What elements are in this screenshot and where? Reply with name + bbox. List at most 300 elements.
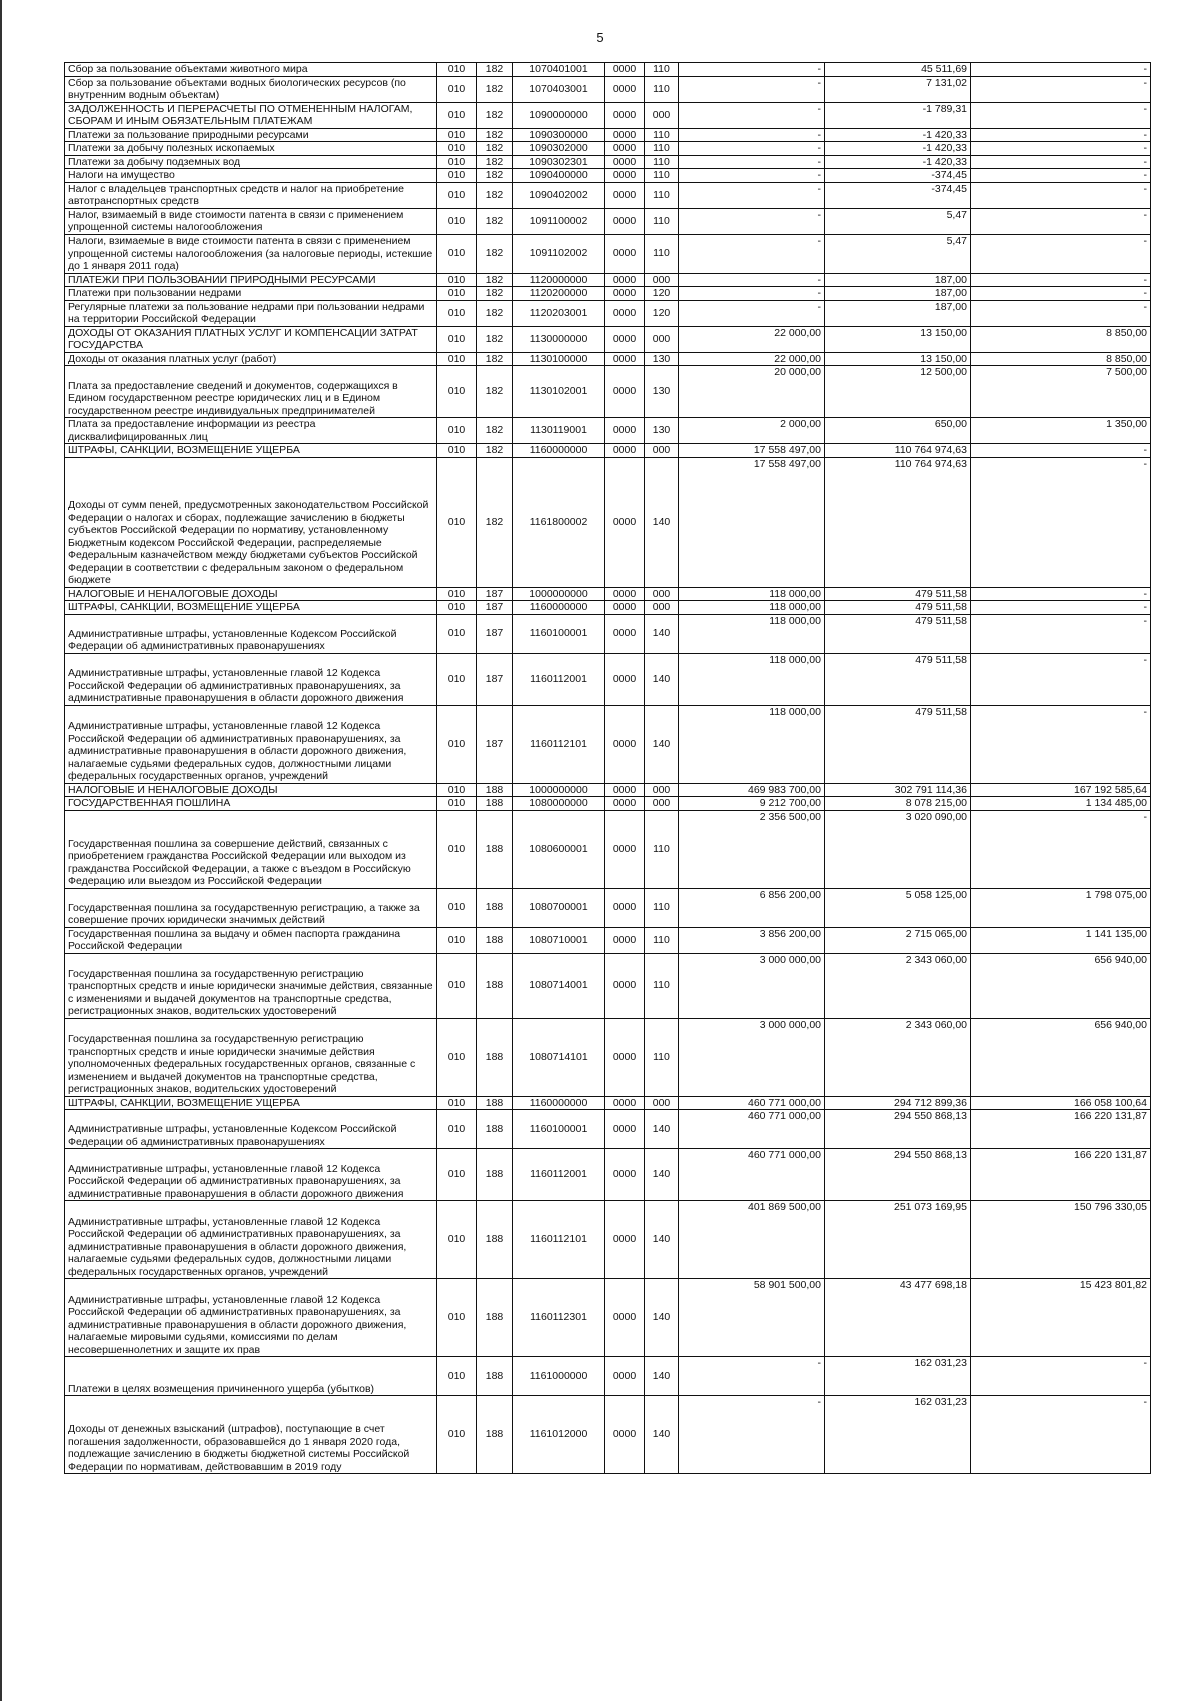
cell-code: 1080714001 bbox=[513, 953, 605, 1018]
cell-name: Сбор за пользование объектами животного мира bbox=[65, 63, 437, 77]
cell-v1: 118 000,00 bbox=[679, 587, 825, 601]
cell-v1: 2 000,00 bbox=[679, 418, 825, 444]
cell-c1: 010 bbox=[437, 128, 477, 142]
cell-code: 1161800002 bbox=[513, 457, 605, 587]
cell-c5: 000 bbox=[645, 273, 679, 287]
table-row bbox=[65, 169, 1151, 183]
cell-c2: 188 bbox=[477, 783, 513, 797]
cell-name: ШТРАФЫ, САНКЦИИ, ВОЗМЕЩЕНИЕ УЩЕРБА bbox=[65, 601, 437, 615]
table-row bbox=[65, 102, 1151, 128]
cell-code: 1120203001 bbox=[513, 300, 605, 326]
cell-c1: 010 bbox=[437, 102, 477, 128]
cell-v1: 3 000 000,00 bbox=[679, 1018, 825, 1096]
cell-v2: 162 031,23 bbox=[825, 1357, 971, 1396]
cell-c2: 188 bbox=[477, 1396, 513, 1474]
cell-v3: - bbox=[971, 300, 1151, 326]
cell-v1: - bbox=[679, 182, 825, 208]
cell-c2: 188 bbox=[477, 1110, 513, 1149]
cell-v1: 118 000,00 bbox=[679, 614, 825, 653]
cell-v3: - bbox=[971, 182, 1151, 208]
cell-c4: 0000 bbox=[605, 1149, 645, 1201]
table-row bbox=[65, 1149, 1151, 1201]
cell-v3: - bbox=[971, 208, 1151, 234]
cell-c5: 140 bbox=[645, 653, 679, 705]
cell-v2: 479 511,58 bbox=[825, 705, 971, 783]
table-row bbox=[65, 457, 1151, 587]
cell-v2: 5 058 125,00 bbox=[825, 888, 971, 927]
cell-c5: 110 bbox=[645, 142, 679, 156]
cell-v2: 45 511,69 bbox=[825, 63, 971, 77]
cell-code: 1090300000 bbox=[513, 128, 605, 142]
table-row bbox=[65, 953, 1151, 1018]
table-row bbox=[65, 1096, 1151, 1110]
cell-c5: 140 bbox=[645, 614, 679, 653]
cell-v1: - bbox=[679, 76, 825, 102]
cell-c4: 0000 bbox=[605, 810, 645, 888]
cell-name: Административные штрафы, установленные Кодексом Российской Федерации об административных правонарушениях bbox=[65, 614, 437, 653]
cell-c4: 0000 bbox=[605, 155, 645, 169]
cell-c5: 130 bbox=[645, 418, 679, 444]
cell-code: 1160112001 bbox=[513, 1149, 605, 1201]
cell-v1: 22 000,00 bbox=[679, 326, 825, 352]
cell-code: 1070401001 bbox=[513, 63, 605, 77]
table-row bbox=[65, 1279, 1151, 1357]
cell-c2: 188 bbox=[477, 927, 513, 953]
cell-v1: 17 558 497,00 bbox=[679, 444, 825, 458]
cell-c2: 188 bbox=[477, 810, 513, 888]
cell-code: 1091100002 bbox=[513, 208, 605, 234]
cell-code: 1090302000 bbox=[513, 142, 605, 156]
cell-v3: 166 220 131,87 bbox=[971, 1110, 1151, 1149]
cell-c1: 010 bbox=[437, 63, 477, 77]
table-row bbox=[65, 653, 1151, 705]
cell-v3: - bbox=[971, 457, 1151, 587]
table-row bbox=[65, 287, 1151, 301]
cell-c2: 182 bbox=[477, 169, 513, 183]
cell-c1: 010 bbox=[437, 888, 477, 927]
cell-c2: 188 bbox=[477, 1096, 513, 1110]
cell-name: Государственная пошлина за государственную регистрацию транспортных средств и иные юридически значимые действия уполномоченных федеральных государственных органов, связанные с изменением и выдачей документов на транспортные средства, регистрационных знаков, водительских удостоверений bbox=[65, 1018, 437, 1096]
cell-v1: 20 000,00 bbox=[679, 366, 825, 418]
cell-v3: 1 798 075,00 bbox=[971, 888, 1151, 927]
cell-code: 1130119001 bbox=[513, 418, 605, 444]
cell-c1: 010 bbox=[437, 444, 477, 458]
cell-name: Государственная пошлина за совершение действий, связанных с приобретением гражданства Российской Федерации или выходом из гражданства Российской Федерации, а также с въездом в Российскую Федерацию или выездом из Российской Федерации bbox=[65, 810, 437, 888]
cell-c2: 187 bbox=[477, 587, 513, 601]
cell-c5: 000 bbox=[645, 444, 679, 458]
cell-c2: 182 bbox=[477, 155, 513, 169]
cell-v3: - bbox=[971, 142, 1151, 156]
cell-name: Государственная пошлина за выдачу и обмен паспорта гражданина Российской Федерации bbox=[65, 927, 437, 953]
cell-name: НАЛОГОВЫЕ И НЕНАЛОГОВЫЕ ДОХОДЫ bbox=[65, 587, 437, 601]
cell-v1: 6 856 200,00 bbox=[679, 888, 825, 927]
cell-c1: 010 bbox=[437, 587, 477, 601]
cell-v3: - bbox=[971, 1357, 1151, 1396]
cell-c1: 010 bbox=[437, 797, 477, 811]
cell-v1: - bbox=[679, 63, 825, 77]
cell-c4: 0000 bbox=[605, 300, 645, 326]
cell-c1: 010 bbox=[437, 1018, 477, 1096]
cell-name: Платежи за добычу подземных вод bbox=[65, 155, 437, 169]
cell-v1: 460 771 000,00 bbox=[679, 1096, 825, 1110]
cell-v1: - bbox=[679, 300, 825, 326]
table-row bbox=[65, 234, 1151, 273]
cell-c2: 188 bbox=[477, 1149, 513, 1201]
cell-c2: 188 bbox=[477, 888, 513, 927]
cell-v2: 187,00 bbox=[825, 273, 971, 287]
cell-c1: 010 bbox=[437, 1201, 477, 1279]
cell-c5: 110 bbox=[645, 1018, 679, 1096]
cell-c2: 188 bbox=[477, 1018, 513, 1096]
cell-v3: - bbox=[971, 273, 1151, 287]
cell-v3: 166 058 100,64 bbox=[971, 1096, 1151, 1110]
cell-v1: 460 771 000,00 bbox=[679, 1149, 825, 1201]
cell-c1: 010 bbox=[437, 1096, 477, 1110]
cell-c5: 000 bbox=[645, 797, 679, 811]
cell-c5: 110 bbox=[645, 155, 679, 169]
cell-v3: 8 850,00 bbox=[971, 326, 1151, 352]
cell-v3: 167 192 585,64 bbox=[971, 783, 1151, 797]
cell-c1: 010 bbox=[437, 1279, 477, 1357]
cell-code: 1160000000 bbox=[513, 601, 605, 615]
page-number: 5 bbox=[596, 30, 604, 45]
cell-v2: 650,00 bbox=[825, 418, 971, 444]
cell-c1: 010 bbox=[437, 927, 477, 953]
cell-c2: 182 bbox=[477, 182, 513, 208]
cell-c2: 188 bbox=[477, 797, 513, 811]
cell-name: Административные штрафы, установленные главой 12 Кодекса Российской Федерации об административных правонарушениях, за административные правонарушения в области дорожного движения bbox=[65, 653, 437, 705]
cell-c5: 120 bbox=[645, 300, 679, 326]
cell-v2: -1 420,33 bbox=[825, 128, 971, 142]
cell-name: Административные штрафы, установленные главой 12 Кодекса Российской Федерации об административных правонарушениях, за административные правонарушения в области дорожного движения, налагаемые судьями федеральных судов, должностными лицами федеральных государственных органов, учреждений bbox=[65, 705, 437, 783]
cell-c4: 0000 bbox=[605, 76, 645, 102]
cell-v3: 8 850,00 bbox=[971, 352, 1151, 366]
cell-c4: 0000 bbox=[605, 601, 645, 615]
cell-v1: 118 000,00 bbox=[679, 601, 825, 615]
cell-c5: 110 bbox=[645, 182, 679, 208]
cell-v2: -1 789,31 bbox=[825, 102, 971, 128]
cell-c4: 0000 bbox=[605, 457, 645, 587]
cell-v1: 460 771 000,00 bbox=[679, 1110, 825, 1149]
cell-c5: 140 bbox=[645, 705, 679, 783]
cell-name: Доходы от оказания платных услуг (работ) bbox=[65, 352, 437, 366]
cell-code: 1160100001 bbox=[513, 1110, 605, 1149]
cell-c4: 0000 bbox=[605, 418, 645, 444]
cell-v3: - bbox=[971, 287, 1151, 301]
cell-c1: 010 bbox=[437, 182, 477, 208]
cell-v1: - bbox=[679, 128, 825, 142]
cell-c1: 010 bbox=[437, 601, 477, 615]
cell-c5: 110 bbox=[645, 953, 679, 1018]
cell-v3: 1 134 485,00 bbox=[971, 797, 1151, 811]
cell-code: 1120200000 bbox=[513, 287, 605, 301]
cell-v3: - bbox=[971, 169, 1151, 183]
cell-c1: 010 bbox=[437, 1110, 477, 1149]
cell-c1: 010 bbox=[437, 614, 477, 653]
cell-name: Административные штрафы, установленные главой 12 Кодекса Российской Федерации об административных правонарушениях, за административные правонарушения в области дорожного движения, налагаемые мировыми судьями, комиссиями по делам несовершеннолетних и защите их прав bbox=[65, 1279, 437, 1357]
cell-name: ЗАДОЛЖЕННОСТЬ И ПЕРЕРАСЧЕТЫ ПО ОТМЕНЕННЫМ НАЛОГАМ, СБОРАМ И ИНЫМ ОБЯЗАТЕЛЬНЫМ ПЛАТЕЖАМ bbox=[65, 102, 437, 128]
cell-name: ШТРАФЫ, САНКЦИИ, ВОЗМЕЩЕНИЕ УЩЕРБА bbox=[65, 444, 437, 458]
cell-v2: 251 073 169,95 bbox=[825, 1201, 971, 1279]
cell-c5: 140 bbox=[645, 1149, 679, 1201]
cell-c5: 140 bbox=[645, 1201, 679, 1279]
cell-c4: 0000 bbox=[605, 953, 645, 1018]
cell-c1: 010 bbox=[437, 1357, 477, 1396]
cell-c1: 010 bbox=[437, 326, 477, 352]
cell-c1: 010 bbox=[437, 1396, 477, 1474]
cell-name: Налоги, взимаемые в виде стоимости патента в связи с применением упрощенной системы налогообложения (за налоговые периоды, истекшие до 1 января 2011 года) bbox=[65, 234, 437, 273]
cell-c5: 000 bbox=[645, 783, 679, 797]
cell-code: 1080700001 bbox=[513, 888, 605, 927]
cell-name: Сбор за пользование объектами водных биологических ресурсов (по внутренним водным объектам) bbox=[65, 76, 437, 102]
table-row bbox=[65, 1396, 1151, 1474]
cell-name: Государственная пошлина за государственную регистрацию, а также за совершение прочих юридически значимых действий bbox=[65, 888, 437, 927]
cell-v3: 1 141 135,00 bbox=[971, 927, 1151, 953]
cell-c2: 182 bbox=[477, 234, 513, 273]
cell-c4: 0000 bbox=[605, 1279, 645, 1357]
cell-name: ШТРАФЫ, САНКЦИИ, ВОЗМЕЩЕНИЕ УЩЕРБА bbox=[65, 1096, 437, 1110]
cell-c4: 0000 bbox=[605, 102, 645, 128]
cell-v2: 479 511,58 bbox=[825, 587, 971, 601]
cell-v2: 187,00 bbox=[825, 287, 971, 301]
cell-c2: 188 bbox=[477, 1201, 513, 1279]
cell-c5: 120 bbox=[645, 287, 679, 301]
cell-c4: 0000 bbox=[605, 182, 645, 208]
cell-v3: 166 220 131,87 bbox=[971, 1149, 1151, 1201]
cell-c2: 188 bbox=[477, 1357, 513, 1396]
cell-v2: 110 764 974,63 bbox=[825, 444, 971, 458]
cell-name: Регулярные платежи за пользование недрами при пользовании недрами на территории Российской Федерации bbox=[65, 300, 437, 326]
cell-v3: - bbox=[971, 587, 1151, 601]
scan-edge-line bbox=[0, 0, 2, 1701]
table-row bbox=[65, 208, 1151, 234]
cell-code: 1091102002 bbox=[513, 234, 605, 273]
cell-code: 1130100000 bbox=[513, 352, 605, 366]
cell-c4: 0000 bbox=[605, 783, 645, 797]
cell-code: 1160112101 bbox=[513, 705, 605, 783]
table-row bbox=[65, 810, 1151, 888]
cell-c4: 0000 bbox=[605, 169, 645, 183]
cell-c4: 0000 bbox=[605, 142, 645, 156]
cell-c1: 010 bbox=[437, 155, 477, 169]
cell-code: 1160000000 bbox=[513, 444, 605, 458]
cell-code: 1090000000 bbox=[513, 102, 605, 128]
cell-c4: 0000 bbox=[605, 128, 645, 142]
cell-c4: 0000 bbox=[605, 444, 645, 458]
cell-c4: 0000 bbox=[605, 326, 645, 352]
cell-v2: 110 764 974,63 bbox=[825, 457, 971, 587]
cell-v3: - bbox=[971, 102, 1151, 128]
cell-c4: 0000 bbox=[605, 797, 645, 811]
cell-name: ПЛАТЕЖИ ПРИ ПОЛЬЗОВАНИИ ПРИРОДНЫМИ РЕСУРСАМИ bbox=[65, 273, 437, 287]
cell-name: НАЛОГОВЫЕ И НЕНАЛОГОВЫЕ ДОХОДЫ bbox=[65, 783, 437, 797]
cell-v3: - bbox=[971, 1396, 1151, 1474]
cell-c2: 182 bbox=[477, 457, 513, 587]
cell-c5: 000 bbox=[645, 326, 679, 352]
table-row bbox=[65, 614, 1151, 653]
cell-v1: - bbox=[679, 208, 825, 234]
cell-c1: 010 bbox=[437, 142, 477, 156]
cell-v3: - bbox=[971, 63, 1151, 77]
cell-c5: 000 bbox=[645, 587, 679, 601]
cell-name: Налог с владельцев транспортных средств и налог на приобретение автотранспортных средств bbox=[65, 182, 437, 208]
cell-v1: - bbox=[679, 102, 825, 128]
cell-code: 1080714101 bbox=[513, 1018, 605, 1096]
cell-code: 1161000000 bbox=[513, 1357, 605, 1396]
cell-v1: 22 000,00 bbox=[679, 352, 825, 366]
cell-c5: 000 bbox=[645, 102, 679, 128]
cell-v3: - bbox=[971, 653, 1151, 705]
cell-code: 1160112101 bbox=[513, 1201, 605, 1279]
cell-v1: - bbox=[679, 287, 825, 301]
cell-c1: 010 bbox=[437, 953, 477, 1018]
cell-v3: - bbox=[971, 601, 1151, 615]
cell-c5: 110 bbox=[645, 169, 679, 183]
cell-v2: 5,47 bbox=[825, 234, 971, 273]
table-row bbox=[65, 352, 1151, 366]
cell-code: 1000000000 bbox=[513, 783, 605, 797]
cell-c5: 140 bbox=[645, 457, 679, 587]
cell-c4: 0000 bbox=[605, 1357, 645, 1396]
cell-c5: 140 bbox=[645, 1279, 679, 1357]
cell-c2: 182 bbox=[477, 366, 513, 418]
cell-c5: 140 bbox=[645, 1396, 679, 1474]
cell-c5: 110 bbox=[645, 76, 679, 102]
cell-name: Административные штрафы, установленные Кодексом Российской Федерации об административных правонарушениях bbox=[65, 1110, 437, 1149]
cell-v1: 118 000,00 bbox=[679, 705, 825, 783]
cell-c2: 182 bbox=[477, 287, 513, 301]
table-row bbox=[65, 155, 1151, 169]
cell-c1: 010 bbox=[437, 208, 477, 234]
cell-v1: - bbox=[679, 1396, 825, 1474]
cell-v3: - bbox=[971, 155, 1151, 169]
cell-c4: 0000 bbox=[605, 653, 645, 705]
cell-c4: 0000 bbox=[605, 1201, 645, 1279]
table-row bbox=[65, 1110, 1151, 1149]
cell-v1: - bbox=[679, 142, 825, 156]
cell-c4: 0000 bbox=[605, 352, 645, 366]
cell-name: Административные штрафы, установленные главой 12 Кодекса Российской Федерации об административных правонарушениях, за административные правонарушения в области дорожного движения bbox=[65, 1149, 437, 1201]
cell-c1: 010 bbox=[437, 366, 477, 418]
cell-v2: 5,47 bbox=[825, 208, 971, 234]
cell-code: 1090400000 bbox=[513, 169, 605, 183]
cell-v1: - bbox=[679, 273, 825, 287]
cell-v3: 1 350,00 bbox=[971, 418, 1151, 444]
cell-c4: 0000 bbox=[605, 1396, 645, 1474]
cell-c1: 010 bbox=[437, 705, 477, 783]
cell-v2: -1 420,33 bbox=[825, 142, 971, 156]
table-row bbox=[65, 444, 1151, 458]
table-row bbox=[65, 142, 1151, 156]
cell-c5: 130 bbox=[645, 352, 679, 366]
table-row bbox=[65, 366, 1151, 418]
cell-v2: 7 131,02 bbox=[825, 76, 971, 102]
cell-v2: 12 500,00 bbox=[825, 366, 971, 418]
cell-c4: 0000 bbox=[605, 1018, 645, 1096]
cell-c4: 0000 bbox=[605, 705, 645, 783]
cell-v3: - bbox=[971, 128, 1151, 142]
cell-v2: 479 511,58 bbox=[825, 601, 971, 615]
cell-c1: 010 bbox=[437, 234, 477, 273]
cell-c2: 182 bbox=[477, 444, 513, 458]
cell-v1: 17 558 497,00 bbox=[679, 457, 825, 587]
cell-v1: 469 983 700,00 bbox=[679, 783, 825, 797]
cell-code: 1080600001 bbox=[513, 810, 605, 888]
table-row bbox=[65, 182, 1151, 208]
table-row bbox=[65, 587, 1151, 601]
cell-name: Платежи в целях возмещения причиненного ущерба (убытков) bbox=[65, 1357, 437, 1396]
cell-v1: 401 869 500,00 bbox=[679, 1201, 825, 1279]
cell-v3: 656 940,00 bbox=[971, 953, 1151, 1018]
cell-c1: 010 bbox=[437, 76, 477, 102]
cell-v2: 8 078 215,00 bbox=[825, 797, 971, 811]
cell-c4: 0000 bbox=[605, 927, 645, 953]
cell-c4: 0000 bbox=[605, 614, 645, 653]
cell-v2: 187,00 bbox=[825, 300, 971, 326]
cell-v2: 43 477 698,18 bbox=[825, 1279, 971, 1357]
cell-c2: 182 bbox=[477, 326, 513, 352]
cell-c4: 0000 bbox=[605, 888, 645, 927]
cell-v3: - bbox=[971, 614, 1151, 653]
cell-name: Платежи за добычу полезных ископаемых bbox=[65, 142, 437, 156]
cell-c1: 010 bbox=[437, 352, 477, 366]
table-row bbox=[65, 63, 1151, 77]
table-row bbox=[65, 418, 1151, 444]
cell-c4: 0000 bbox=[605, 287, 645, 301]
revenue-table bbox=[64, 62, 1151, 1474]
cell-c2: 182 bbox=[477, 142, 513, 156]
cell-v3: - bbox=[971, 705, 1151, 783]
cell-name: Платежи за пользование природными ресурсами bbox=[65, 128, 437, 142]
cell-name: ГОСУДАРСТВЕННАЯ ПОШЛИНА bbox=[65, 797, 437, 811]
cell-v2: -374,45 bbox=[825, 182, 971, 208]
cell-c4: 0000 bbox=[605, 234, 645, 273]
cell-v2: 479 511,58 bbox=[825, 653, 971, 705]
cell-name: Административные штрафы, установленные главой 12 Кодекса Российской Федерации об административных правонарушениях, за административные правонарушения в области дорожного движения, налагаемые судьями федеральных судов, должностными лицами федеральных государственных органов, учреждений bbox=[65, 1201, 437, 1279]
cell-code: 1120000000 bbox=[513, 273, 605, 287]
cell-c2: 182 bbox=[477, 102, 513, 128]
cell-code: 1160112001 bbox=[513, 653, 605, 705]
cell-code: 1080710001 bbox=[513, 927, 605, 953]
cell-code: 1070403001 bbox=[513, 76, 605, 102]
cell-c2: 182 bbox=[477, 128, 513, 142]
cell-c2: 187 bbox=[477, 614, 513, 653]
cell-c1: 010 bbox=[437, 418, 477, 444]
cell-v1: - bbox=[679, 155, 825, 169]
cell-c5: 110 bbox=[645, 888, 679, 927]
cell-name: Доходы от денежных взысканий (штрафов), поступающие в счет погашения задолженности, образовавшейся до 1 января 2020 года, подлежащие зачислению в бюджеты бюджетной системы Российской Федерации по нормативам, действовавшим в 2019 году bbox=[65, 1396, 437, 1474]
cell-code: 1160000000 bbox=[513, 1096, 605, 1110]
cell-c1: 010 bbox=[437, 300, 477, 326]
cell-name: Плата за предоставление информации из реестра дисквалифицированных лиц bbox=[65, 418, 437, 444]
cell-c5: 110 bbox=[645, 128, 679, 142]
cell-name: Государственная пошлина за государственную регистрацию транспортных средств и иные юридически значимые действия, связанные с изменениями и выдачей документов на транспортные средства, регистрационных знаков, водительских удостоверений bbox=[65, 953, 437, 1018]
table-row bbox=[65, 888, 1151, 927]
cell-c2: 188 bbox=[477, 953, 513, 1018]
cell-v1: 3 000 000,00 bbox=[679, 953, 825, 1018]
cell-c1: 010 bbox=[437, 169, 477, 183]
table-row bbox=[65, 601, 1151, 615]
cell-name: Доходы от сумм пеней, предусмотренных законодательством Российской Федерации о налогах и сборах, подлежащие зачислению в бюджеты субъектов Российской Федерации по нормативу, установленному Бюджетным кодексом Российской Федерации, распределяемые Федеральным казначейством между бюджетами субъектов Российской Федерации в соответствии с федеральным законом о федеральном бюджете bbox=[65, 457, 437, 587]
table-row bbox=[65, 273, 1151, 287]
cell-c2: 182 bbox=[477, 63, 513, 77]
cell-c5: 140 bbox=[645, 1357, 679, 1396]
revenue-table-container bbox=[64, 62, 1150, 1474]
cell-v3: 150 796 330,05 bbox=[971, 1201, 1151, 1279]
cell-c4: 0000 bbox=[605, 63, 645, 77]
cell-v2: 162 031,23 bbox=[825, 1396, 971, 1474]
cell-v2: 2 715 065,00 bbox=[825, 927, 971, 953]
